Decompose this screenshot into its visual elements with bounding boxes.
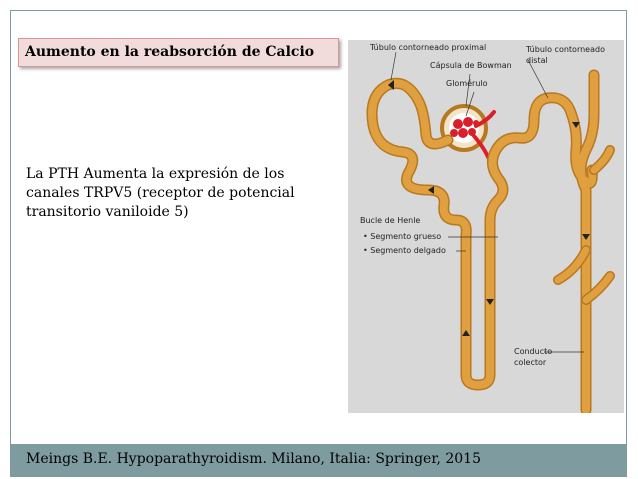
nephron-diagram xyxy=(348,40,624,413)
label-segmento-grueso: • Segmento grueso xyxy=(363,232,442,241)
label-tubulo-proximal: Túbulo contorneado proximal xyxy=(370,43,487,52)
label-segmento-delgado: • Segmento delgado xyxy=(363,246,446,255)
body-line-1: La PTH Aumenta la expresión de los xyxy=(26,166,285,182)
body-text xyxy=(26,165,326,222)
footer-citation: Meings B.E. Hypoparathyroidism. Milano, Italia: Springer, 2015 xyxy=(26,451,481,467)
nephron-svg xyxy=(348,40,624,413)
slide-title: Aumento en la reabsorción de Calcio xyxy=(18,38,339,67)
label-capsula: Cápsula de Bowman xyxy=(430,61,512,70)
label-conducto: Conducto xyxy=(514,347,553,356)
label-bucle-henle: Bucle de Henle xyxy=(360,216,421,225)
label-glomerulo: Glomérulo xyxy=(446,79,488,88)
body-line-3: transitorio vaniloide 5) xyxy=(26,204,189,220)
label-tubulo-distal-1: Túbulo contorneado xyxy=(526,45,605,54)
label-tubulo-distal-2: distal xyxy=(526,56,548,65)
label-colector: colector xyxy=(514,358,547,367)
body-line-2: canales TRPV5 (receptor de potencial xyxy=(26,185,295,201)
